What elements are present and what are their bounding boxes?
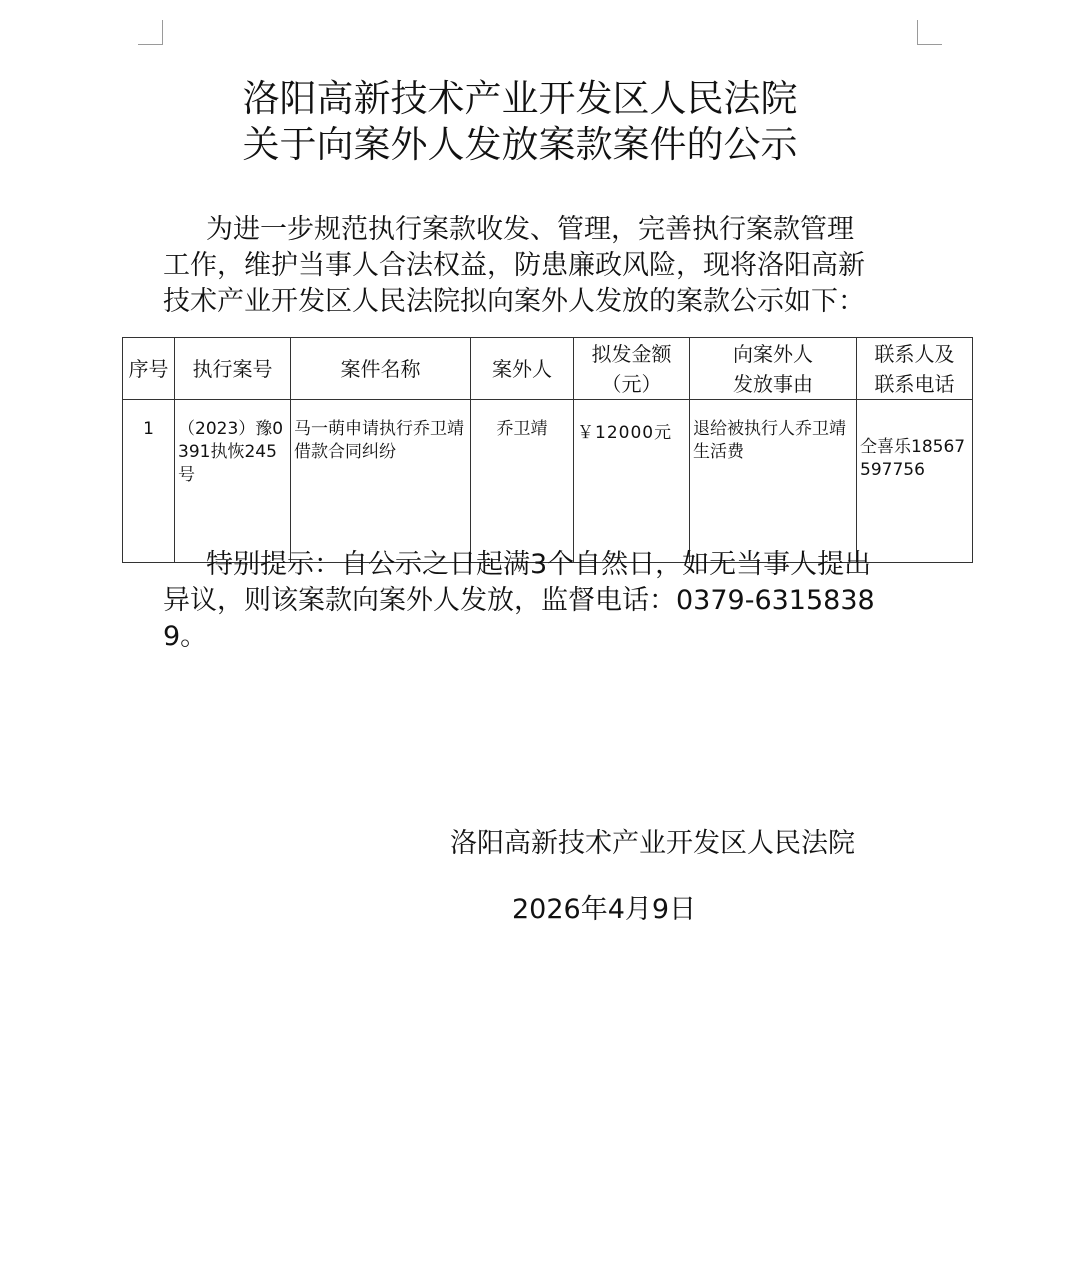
intro-line-3: 技术产业开发区人民法院拟向案外人发放的案款公示如下： [163,286,865,317]
signature-date: 2026年4月9日 [512,894,697,925]
notice-line-1: 特别提示：自公示之日起满3个自然日，如无当事人提出 [206,549,872,580]
header-seq: 序号 [123,338,175,400]
cell-third-party: 乔卫靖 [471,400,574,563]
signature-court: 洛阳高新技术产业开发区人民法院 [450,828,855,859]
intro-line-2: 工作，维护当事人合法权益，防患廉政风险，现将洛阳高新 [163,250,865,281]
special-notice [163,547,923,655]
header-contact-line-1: 联系人及 [874,341,955,366]
notice-line-2: 异议，则该案款向案外人发放，监督电话：0379-6315838 [163,585,875,616]
header-reason [690,338,857,400]
page-corner-mark-top-left [138,20,163,45]
cell-amount: ￥12000元 [574,400,690,563]
case-table [122,337,973,563]
table-row [123,400,973,563]
notice-line-3: 9。 [163,621,208,652]
title-line-1: 洛阳高新技术产业开发区人民法院 [242,77,798,120]
title-line-2: 关于向案外人发放案款案件的公示 [242,123,798,166]
page-corner-mark-top-right [917,20,942,45]
intro-paragraph [163,212,913,320]
header-reason-line-1: 向案外人 [733,341,813,366]
document-title [0,76,1040,168]
intro-line-1: 为进一步规范执行案款收发、管理，完善执行案款管理 [206,214,854,245]
cell-reason: 退给被执行人乔卫靖生活费 [690,400,857,563]
header-amount-line-1: 拟发金额 [591,341,672,366]
header-contact-line-2: 联系电话 [874,371,955,396]
table-header-row [123,338,973,400]
cell-seq: 1 [123,400,175,563]
cell-contact: 仝喜乐18567597756 [857,400,973,563]
header-third-party: 案外人 [471,338,574,400]
cell-case-no: （2023）豫0391执恢245号 [175,400,291,563]
header-case-no: 执行案号 [175,338,291,400]
header-contact [857,338,973,400]
header-amount-line-2: （元） [601,371,662,396]
header-reason-line-2: 发放事由 [733,371,813,396]
header-amount [574,338,690,400]
cell-case-name: 马一萌申请执行乔卫靖借款合同纠纷 [291,400,471,563]
header-case-name: 案件名称 [291,338,471,400]
